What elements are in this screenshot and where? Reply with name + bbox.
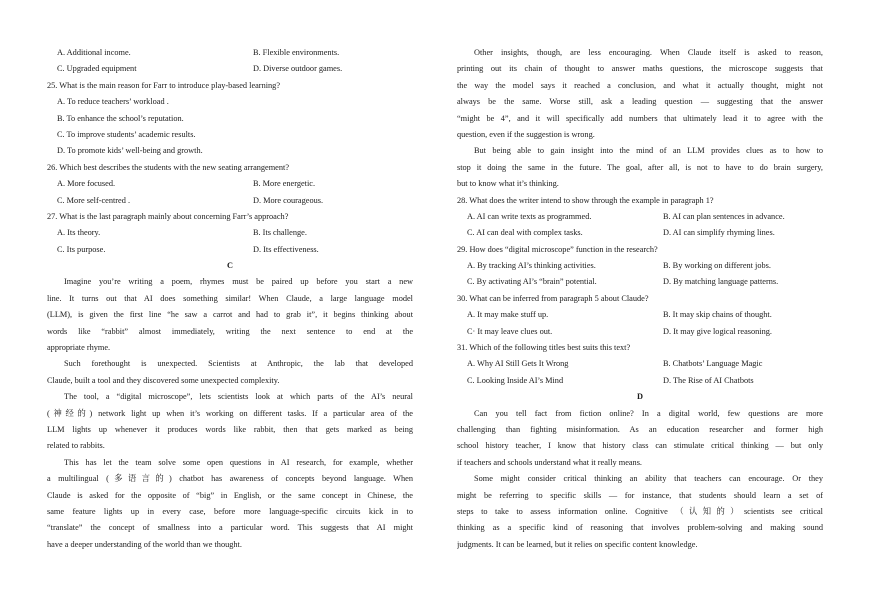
q31-options-row-2	[457, 373, 823, 389]
passage-c-line: Imagine you’re writing a poem, rhymes must be paired up before you start a new	[64, 277, 413, 287]
passage-d-line: challenging than fighting misinformation. As an education researcher and former high	[457, 424, 823, 434]
passage-c-line: (神经的) network light up when it’s working on different tasks. If a particular area of the	[47, 408, 413, 418]
q27-option-a: A. Its theory.	[57, 228, 101, 238]
q31-option-a: A. Why AI Still Gets It Wrong	[467, 359, 569, 369]
q27-options-row-1	[47, 225, 413, 241]
q29-option-c: C. By activating AI’s “brain” potential.	[467, 277, 597, 287]
q26-option-d: D. More courageous.	[253, 195, 324, 205]
passage-c-line: have a deeper understanding of the world than we thought.	[47, 539, 242, 549]
q25-stem: 25. What is the main reason for Farr to introduce play-based learning?	[47, 80, 281, 90]
q28-options-row-1	[457, 209, 823, 225]
passage-c-line: words like “rabbit” almost immediately, writing the next sentence to end at the	[47, 326, 413, 336]
passage-c-cont-line: stop it doing the same in the future. The goal, after all, is not to have to do brain surgery,	[457, 162, 823, 172]
q26-options-row-1	[47, 176, 413, 192]
passage-d-line: Can you tell fact from fiction online? In a digital world, few questions are more	[474, 408, 823, 418]
passage-c-line: line. It turns out that AI does something similar! When Claude, a large language model	[47, 293, 413, 303]
q29-stem: 29. How does “digital microscope” function in the research?	[457, 244, 658, 254]
passage-d-line: steps to take to assess information online. Cognitive （认知的）scientists see critical	[457, 506, 823, 516]
section-c-heading: C	[227, 261, 233, 271]
passage-c-line: The tool, a “digital microscope”, lets scientists look at which parts of the AI’s neural	[64, 392, 413, 402]
q25-option-c: C. To improve students’ academic results.	[57, 129, 196, 139]
left-column	[47, 45, 413, 553]
passage-c-line: related to rabbits.	[47, 441, 105, 451]
q29-option-a: A. By tracking AI’s thinking activities.	[467, 261, 596, 271]
right-column	[457, 45, 823, 553]
q29-option-d: D. By matching language patterns.	[663, 277, 779, 287]
passage-c-cont-line: But being able to gain insight into the mind of an LLM provides clues as to how to	[474, 146, 823, 156]
q31-option-b: B. Chatbots’ Language Magic	[663, 359, 763, 369]
q31-options-row-1	[457, 356, 823, 372]
q24-option-c: C. Upgraded equipment	[57, 64, 137, 74]
passage-c-cont-line: the way the model says it reached a conclusion, and what it actually thought, might not	[457, 80, 823, 90]
q24-option-d: D. Diverse outdoor games.	[253, 64, 343, 74]
q27-stem: 27. What is the last paragraph mainly about concerning Farr’s approach?	[47, 211, 289, 221]
q26-option-c: C. More self-centred .	[57, 195, 131, 205]
q25-option-b: B. To enhance the school’s reputation.	[57, 113, 184, 123]
q24-option-b: B. Flexible environments.	[253, 48, 340, 57]
q30-options-row-1	[457, 307, 823, 323]
passage-d-line: judgments. It can be learned, but it relies on specific content knowledge.	[457, 539, 698, 549]
passage-c-cont-line: printing out its chain of thought to answer maths questions, the microscope suggests that	[457, 64, 823, 74]
q30-option-b: B. It may skip chains of thought.	[663, 310, 772, 320]
passage-c-cont-line: Other insights, though, are less encouraging. When Claude itself is asked to reason,	[474, 48, 823, 57]
q27-options-row-2	[47, 242, 413, 258]
q27-option-b: B. Its challenge.	[253, 228, 307, 238]
q28-option-a: A. AI can write texts as programmed.	[467, 211, 592, 221]
passage-c-line: Claude is asked for the opposite of “big” in English, or the same concept in Chinese, the	[47, 490, 413, 500]
q31-stem: 31. Which of the following titles best suits this text?	[457, 343, 631, 353]
q29-option-b: B. By working on different jobs.	[663, 261, 771, 271]
q26-stem: 26. Which best describes the students with the new seating arrangement?	[47, 162, 289, 172]
passage-d-line: thinking as a specific kind of reasoning that involves problem-solving and making sound	[457, 523, 823, 533]
q30-stem: 30. What can be inferred from paragraph 5 about Claude?	[457, 293, 649, 303]
passage-c-line: a multilingual (多语言的) chatbot has awareness of concepts beyond language. When	[47, 474, 413, 484]
passage-d-line: school history teacher, I know that history class can stimulate critical thinking — but only	[457, 441, 823, 451]
passage-d-line: if teachers and schools understand what it really means.	[457, 457, 643, 467]
q24-options-row-1	[47, 45, 413, 61]
q28-option-c: C. AI can deal with complex tasks.	[467, 228, 583, 238]
q30-option-d: D. It may give logical reasoning.	[663, 326, 772, 336]
passage-c-line: same feature lights up in every case, before more language-specific circuits kick in to	[47, 506, 413, 516]
q26-options-row-2	[47, 193, 413, 209]
passage-c-cont-line: question, even if the suggestion is wrong.	[457, 129, 595, 139]
passage-c-cont-line: always be the same. Worse still, ask a leading question — suggesting that the answer	[457, 97, 823, 107]
q28-option-d: D. AI can simplify rhyming lines.	[663, 228, 775, 238]
passage-c-line: Claude, built a tool and they discovered some unexpected complexity.	[47, 375, 280, 385]
q29-options-row-2	[457, 274, 823, 290]
q31-option-d: D. The Rise of AI Chatbots	[663, 375, 754, 385]
q25-option-d: D. To promote kids’ well-being and growth.	[57, 146, 203, 156]
passage-c-cont-line: “might be 4”, and it will specifically add numbers that ultimately lead it to agree with the	[457, 113, 823, 123]
q30-option-c: C· It may leave clues out.	[467, 326, 553, 336]
q24-option-a: A. Additional income.	[57, 48, 131, 57]
q30-options-row-2	[457, 324, 823, 340]
q28-stem: 28. What does the writer intend to show through the example in paragraph 1?	[457, 195, 714, 205]
q27-option-c: C. Its purpose.	[57, 244, 106, 254]
passage-c-line: (LLM), is given the first line “he saw a carrot and had to grab it”, it begins thinking about	[47, 310, 413, 320]
passage-c-line: Such forethought is unexpected. Scientists at Anthropic, the lab that developed	[64, 359, 413, 369]
passage-c-cont-line: but to know what it’s thinking.	[457, 179, 559, 189]
q28-options-row-2	[457, 225, 823, 241]
q24-options-row-2	[47, 61, 413, 77]
passage-c-line: “translate” the concept of smallness into a particular word. This suggests that AI might	[47, 523, 413, 533]
q30-option-a: A. It may make stuff up.	[467, 310, 549, 320]
passage-c-line: This has let the team solve some open questions in AI research, for example, whether	[64, 457, 413, 467]
q28-option-b: B. AI can plan sentences in advance.	[663, 211, 785, 221]
q27-option-d: D. Its effectiveness.	[253, 244, 319, 254]
section-d-heading: D	[637, 392, 643, 402]
passage-c-line: appropriate rhyme.	[47, 343, 111, 353]
passage-d-line: Some might consider critical thinking an ability that teachers can encourage. Or they	[474, 474, 823, 484]
passage-d-line: might be referring to specific skills — for instance, that students should learn a set of	[457, 490, 823, 500]
q29-options-row-1	[457, 258, 823, 274]
q31-option-c: C. Looking Inside AI’s Mind	[467, 375, 564, 385]
q25-option-a: A. To reduce teachers’ workload .	[57, 97, 169, 107]
q26-option-b: B. More energetic.	[253, 179, 316, 189]
passage-c-line: LLM lights up whenever it produces words like rabbit, then that gets marked as being	[47, 424, 413, 434]
q26-option-a: A. More focused.	[57, 179, 116, 189]
